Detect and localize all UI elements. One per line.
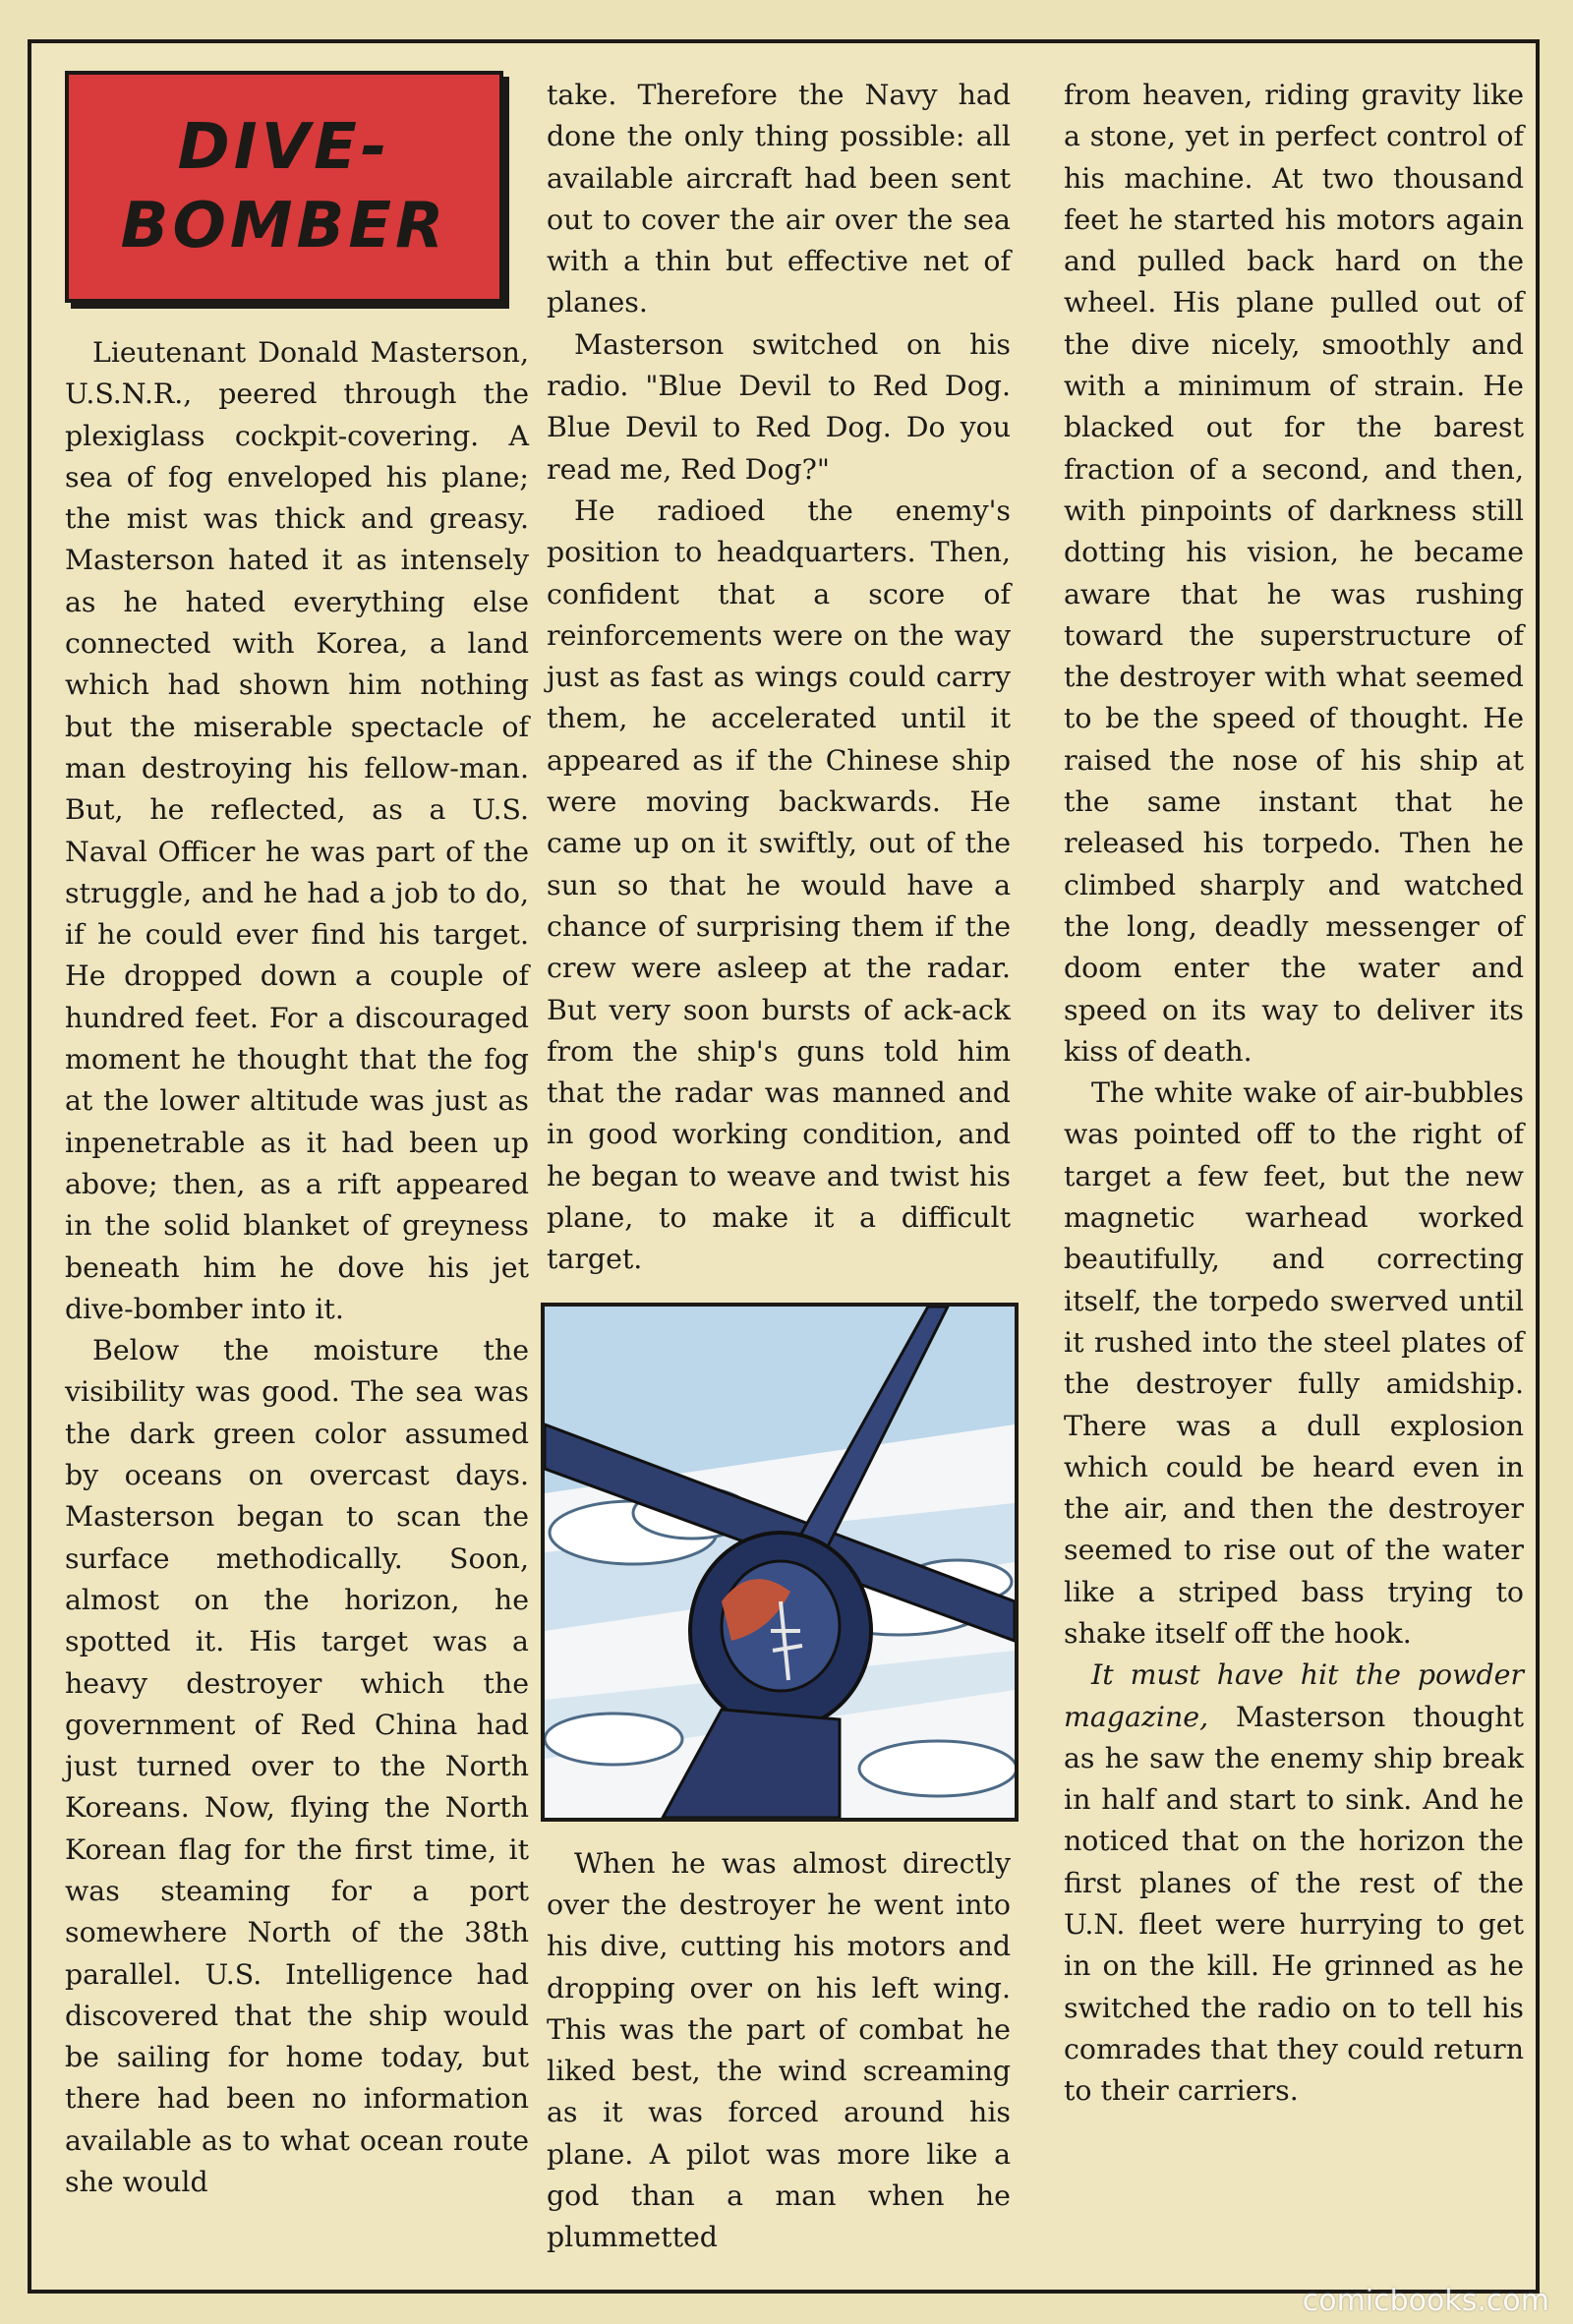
title-line-1: DIVE-	[177, 111, 391, 184]
paragraph: from heaven, riding gravity like a stone, yet in perfect control of his machine. At two thousand feet he started his motors again and pulled back hard on the wheel. His plane pulled out of the dive nicely, smoothly and with a minimum of strain. He blacked out for the barest fraction of a second, and then, with pinpoints of darkness still dotting his vision, he became aware that he was rushing toward the superstructure of the destroyer with what seemed to be the speed of thought. He raised the nose of his ship at the same instant that he released his torpedo. Then he climbed sharply and watched the long, deadly messenger of doom enter the water and speed on its way to deliver its kiss of death.	[1064, 79, 1524, 1068]
title-box	[65, 71, 503, 303]
paragraph: He radioed the enemy's position to headquarters. Then, confident that a score of reinforcements were on the way just as fast as wings could carry them, he accelerated until it appeared as if the Chinese ship were moving backwards. He came up on it swiftly, out of the sun so that he would have a chance of surprising them if the crew were asleep at the radar. But very soon bursts of ack-ack from the ship's guns told him that the radar was manned and in good working condition, and he began to weave and twist his plane, to make it a difficult target.	[547, 494, 1011, 1276]
paragraph-rest: Masterson thought as he saw the enemy ship break in half and start to sink. And he noticed that on the horizon the first planes of the rest of the U.N. fleet were hurrying to get in on the kill. He grinned as he switched the radio on to tell his comrades that they could return to their carriers.	[1064, 1700, 1524, 2108]
paragraph	[1064, 1655, 1524, 2112]
story-page	[28, 39, 1540, 2294]
paragraph: When he was almost directly over the destroyer he went into his dive, cutting his motors and dropping over on his left wing. This was the part of combat he liked best, the wind screaming as it was forced around his plane. A pilot was more like a god than a man when he plummetted	[547, 1846, 1011, 2254]
italic-thought: It must have hit the powder magazine,	[1064, 1658, 1524, 1733]
column-1	[65, 65, 529, 2203]
paragraph: Lieutenant Donald Masterson, U.S.N.R., peered through the plexiglass cockpit-covering. A sea of fog enveloped his plane; the mist was thick and greasy. Masterson hated it as intensely as he hated everything else connected with Korea, a land which had shown him nothing but the miserable spectacle of man destroying his fellow-man. But, he reflected, as a U.S. Naval Officer he was part of the struggle, and he had a job to do, if he could ever find his target. He dropped down a couple of hundred feet. For a discouraged moment he thought that the fog at the lower altitude was just as inpenetrable as it had been up above; then, as a rift appeared in the solid blanket of greyness beneath him he dove his jet dive-bomber into it.	[65, 336, 529, 1325]
comic-panel	[541, 1303, 1019, 1822]
column-2	[547, 75, 1011, 2259]
paragraph: Masterson switched on his radio. "Blue Devil to Red Dog. Blue Devil to Red Dog. Do you read me, Red Dog?"	[547, 327, 1011, 486]
paragraph: The white wake of air-bubbles was pointed off to the right of target a few feet, but the new magnetic warhead worked beautifully, and correcting itself, the torpedo swerved until it rushed into the steel plates of the destroyer fully amidship. There was a dull explosion which could be heard even in the air, and then the destroyer seemed to rise out of the water like a striped bass trying to shake itself off the hook.	[1064, 1076, 1524, 1650]
paragraph: Below the moisture the visibility was good. The sea was the dark green color assumed by oceans on overcast days. Masterson began to scan the surface methodically. Soon, almost on the horizon, he spotted it. His target was a heavy destroyer which the government of Red China had just turned over to the North Koreans. Now, flying the North Korean flag for the first time, it was steaming for a port somewhere North of the 38th parallel. U.S. Intelligence had discovered that the ship would be sailing for home today, but there had been no information available as to what ocean route she would	[65, 1334, 529, 2199]
paragraph: take. Therefore the Navy had done the only thing possible: all available aircraft had been sent out to cover the air over the sea with a thin but effective net of planes.	[547, 79, 1011, 320]
title-line-2: BOMBER	[120, 190, 448, 262]
column-3	[1064, 75, 1524, 2113]
watermark: comicbooks.com	[1302, 2284, 1549, 2318]
plane-illustration	[545, 1307, 1015, 1818]
